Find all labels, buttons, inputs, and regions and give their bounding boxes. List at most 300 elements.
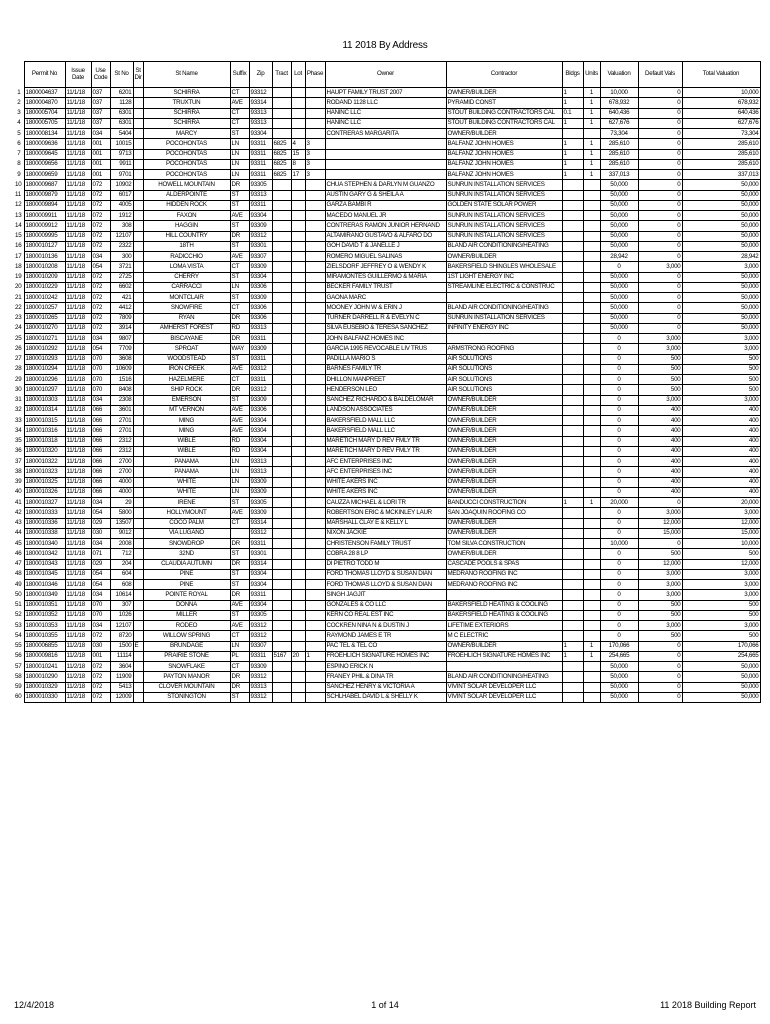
cell-issue-date: 11/1/18 (65, 180, 91, 190)
cell-owner: PAC TEL & TEL CO (325, 641, 446, 651)
column-header-valuation: Valuation (600, 62, 638, 88)
row-number: 9 (17, 170, 21, 178)
cell-contractor (446, 334, 562, 344)
cell-st-name: MING (143, 416, 230, 426)
cell-permit-no: 1800009911 (24, 211, 65, 221)
cell-owner: AUSTIN GARY G & SHEILA A (325, 190, 446, 200)
cell-st-name: COCO PALM (143, 518, 230, 528)
cell-units (583, 692, 600, 702)
cell-owner: CONTRERAS MARGARITA (325, 129, 446, 139)
table-row (14, 662, 760, 672)
cell-owner: ESPINO ERICK N (325, 662, 446, 672)
column-header-suffix: Suffix (230, 62, 249, 88)
cell-st-no: 8720 (110, 631, 133, 641)
cell-default-vals: 0 (638, 692, 682, 702)
table-row (14, 610, 760, 620)
cell-use-code: 001 (91, 149, 110, 159)
cell-default-vals: 3,000 (638, 262, 682, 272)
cell-lot (291, 641, 305, 651)
cell-tract (272, 416, 291, 426)
cell-st-name: 18TH (143, 241, 230, 251)
cell-contractor: AIR SOLUTIONS (446, 385, 562, 395)
cell-total-valuation: 400 (682, 487, 760, 497)
cell-owner: PADILLA MARIO S (325, 354, 446, 364)
row-number: 16 (15, 242, 22, 250)
cell-units (583, 682, 600, 692)
cell-total-valuation: 500 (682, 600, 760, 610)
cell-tract (272, 477, 291, 487)
table-row (14, 416, 760, 426)
cell-permit-no: 1800009894 (24, 200, 65, 210)
cell-total-valuation: 50,000 (682, 662, 760, 672)
cell-owner: NIXON JACKIE (325, 528, 446, 538)
cell-owner: CHUA STEPHEN & DARLYN M GUANZO (325, 180, 446, 190)
cell-permit-no: 1800005704 (24, 108, 65, 118)
table-row (14, 405, 760, 415)
table-row (14, 139, 760, 149)
cell-bldgs (562, 600, 583, 610)
cell-permit-no: 1800010136 (24, 252, 65, 262)
cell-permit-no: 1800010355 (24, 631, 65, 641)
cell-tract (272, 692, 291, 702)
cell-valuation: 0 (600, 467, 638, 477)
row-number: 4 (17, 119, 21, 127)
cell-default-vals: 3,000 (638, 508, 682, 518)
cell-tract (272, 641, 291, 651)
row-number: 19 (15, 273, 22, 281)
cell-zip: 93313 (249, 682, 272, 692)
cell-issue-date: 11/1/18 (65, 149, 91, 159)
table-row (14, 395, 760, 405)
table-row (14, 354, 760, 364)
cell-tract: 6825 (272, 139, 291, 149)
cell-permit-no: 1800010323 (24, 467, 65, 477)
cell-phase (305, 190, 325, 200)
cell-bldgs (562, 364, 583, 374)
cell-lot (291, 241, 305, 251)
cell-zip: 93311 (249, 139, 272, 149)
cell-use-code: 066 (91, 446, 110, 456)
cell-contractor: OWNER/BUILDER (446, 129, 562, 139)
cell-valuation: 20,000 (600, 498, 638, 508)
cell-lot (291, 508, 305, 518)
cell-phase (305, 262, 325, 272)
cell-st-dir (133, 416, 143, 426)
footer-page-number: 1 of 14 (371, 1000, 399, 1010)
cell-st-name: AMHERST FOREST (143, 323, 230, 333)
cell-suffix: RD (230, 323, 249, 333)
cell-tract (272, 108, 291, 118)
cell-permit-no: 1800010333 (24, 508, 65, 518)
cell-bldgs (562, 569, 583, 579)
cell-contractor: CASCADE POOLS & SPAS (446, 559, 562, 569)
column-header-bldgs: Bldgs (562, 62, 583, 88)
cell-contractor: BALFANZ JOHN HOMES (446, 139, 562, 149)
cell-lot (291, 600, 305, 610)
cell-units (583, 303, 600, 313)
cell-lot: 8 (291, 159, 305, 169)
cell-zip: 93309 (249, 262, 272, 272)
cell-valuation: 50,000 (600, 672, 638, 682)
cell-tract (272, 672, 291, 682)
cell-total-valuation: 50,000 (682, 211, 760, 221)
cell-st-no: 1912 (110, 211, 133, 221)
cell-use-code: 001 (91, 139, 110, 149)
cell-st-dir (133, 436, 143, 446)
cell-contractor: VIVINT SOLAR DEVELOPER LLC (446, 692, 562, 702)
cell-st-dir (133, 662, 143, 672)
cell-total-valuation: 3,000 (682, 569, 760, 579)
table-row (14, 528, 760, 538)
cell-zip: 93301 (249, 241, 272, 251)
cell-tract (272, 118, 291, 128)
cell-st-dir (133, 108, 143, 118)
cell-units (583, 580, 600, 590)
cell-zip: 93301 (249, 549, 272, 559)
cell-units (583, 190, 600, 200)
cell-bldgs (562, 375, 583, 385)
cell-units (583, 313, 600, 323)
cell-suffix: ST (230, 610, 249, 620)
cell-issue-date: 11/1/18 (65, 539, 91, 549)
cell-bldgs (562, 344, 583, 354)
cell-lot (291, 231, 305, 241)
cell-phase (305, 98, 325, 108)
cell-zip: 93306 (249, 313, 272, 323)
cell-contractor: SUNRUN INSTALLATION SERVICES (446, 180, 562, 190)
cell-total-valuation: 500 (682, 549, 760, 559)
cell-owner: GARZA BAMBI R (325, 200, 446, 210)
cell-owner: SINGH JAGJIT (325, 590, 446, 600)
cell-contractor: 1ST LIGHT ENERGY INC (446, 272, 562, 282)
footer-date: 12/4/2018 (14, 1000, 55, 1010)
cell-suffix: AVE (230, 426, 249, 436)
cell-issue-date: 11/1/18 (65, 159, 91, 169)
table-row (14, 211, 760, 221)
cell-zip: 93311 (249, 334, 272, 344)
cell-lot (291, 375, 305, 385)
cell-issue-date: 11/1/18 (65, 621, 91, 631)
cell-valuation: 0 (600, 416, 638, 426)
cell-owner: COCKREN NINA N & DUSTIN J (325, 621, 446, 631)
column-header-contractor: Contractor (446, 62, 562, 88)
cell-permit-no: 1800010343 (24, 559, 65, 569)
cell-contractor: BLAND AIR CONDITIONING/HEATING (446, 672, 562, 682)
cell-st-no: 5404 (110, 129, 133, 139)
cell-tract (272, 190, 291, 200)
cell-units (583, 323, 600, 333)
cell-permit-no: 1800010330 (24, 692, 65, 702)
cell-phase (305, 600, 325, 610)
cell-valuation: 0 (600, 549, 638, 559)
cell-st-dir (133, 221, 143, 231)
table-row (14, 457, 760, 467)
cell-default-vals: 3,000 (638, 569, 682, 579)
cell-issue-date: 11/1/18 (65, 436, 91, 446)
cell-zip: 93312 (249, 88, 272, 98)
cell-st-no: 1026 (110, 610, 133, 620)
cell-issue-date: 11/1/18 (65, 88, 91, 98)
cell-phase (305, 293, 325, 303)
cell-issue-date: 11/1/18 (65, 241, 91, 251)
cell-valuation: 10,000 (600, 539, 638, 549)
cell-st-dir (133, 241, 143, 251)
cell-suffix: LN (230, 457, 249, 467)
cell-use-code: 066 (91, 426, 110, 436)
cell-contractor: OWNER/BUILDER (446, 641, 562, 651)
cell-st-name: BRUNDAGE (143, 641, 230, 651)
cell-use-code: 066 (91, 467, 110, 477)
cell-permit-no: 1800010209 (24, 272, 65, 282)
cell-st-no: 300 (110, 252, 133, 262)
row-number: 7 (17, 150, 21, 158)
cell-zip: 93312 (249, 631, 272, 641)
cell-valuation: 0 (600, 354, 638, 364)
cell-default-vals: 0 (638, 498, 682, 508)
cell-default-vals: 500 (638, 610, 682, 620)
cell-owner: HAUPT FAMILY TRUST 2007 (325, 88, 446, 98)
cell-suffix: CT (230, 262, 249, 272)
cell-permit-no: 1800009879 (24, 190, 65, 200)
cell-permit-no: 1800010257 (24, 303, 65, 313)
cell-valuation: 50,000 (600, 282, 638, 292)
table-row (14, 569, 760, 579)
cell-st-name: HIDDEN ROCK (143, 200, 230, 210)
cell-contractor: OWNER/BUILDER (446, 549, 562, 559)
cell-units (583, 293, 600, 303)
cell-default-vals: 0 (638, 159, 682, 169)
cell-bldgs (562, 313, 583, 323)
cell-phase (305, 631, 325, 641)
cell-tract (272, 88, 291, 98)
cell-tract (272, 518, 291, 528)
cell-permit-no: 1800004637 (24, 88, 65, 98)
cell-total-valuation: 500 (682, 610, 760, 620)
cell-lot (291, 129, 305, 139)
cell-bldgs (562, 477, 583, 487)
cell-st-no: 3721 (110, 262, 133, 272)
cell-default-vals: 0 (638, 293, 682, 303)
cell-contractor: OWNER/BUILDER (446, 416, 562, 426)
cell-lot (291, 487, 305, 497)
cell-st-name: WIBLE (143, 446, 230, 456)
cell-use-code: 030 (91, 641, 110, 651)
cell-bldgs (562, 692, 583, 702)
cell-use-code: 034 (91, 498, 110, 508)
cell-owner: MARETICH MARY D REV FMLY TR (325, 436, 446, 446)
cell-total-valuation: 50,000 (682, 231, 760, 241)
cell-use-code: 072 (91, 672, 110, 682)
cell-lot (291, 662, 305, 672)
cell-phase (305, 610, 325, 620)
cell-st-dir (133, 621, 143, 631)
cell-issue-date: 11/1/18 (65, 190, 91, 200)
row-number: 45 (15, 539, 22, 547)
cell-st-dir (133, 211, 143, 221)
cell-units: 1 (583, 170, 600, 180)
cell-st-name: CLAUDIA AUTUMN (143, 559, 230, 569)
cell-lot (291, 88, 305, 98)
cell-total-valuation: 50,000 (682, 323, 760, 333)
cell-phase (305, 385, 325, 395)
cell-phase (305, 416, 325, 426)
cell-total-valuation: 170,066 (682, 641, 760, 651)
cell-total-valuation: 3,000 (682, 590, 760, 600)
cell-zip: 93312 (249, 672, 272, 682)
cell-st-no: 12107 (110, 621, 133, 631)
cell-tract (272, 610, 291, 620)
cell-total-valuation: 50,000 (682, 180, 760, 190)
cell-st-name: HOLLYMOUNT (143, 508, 230, 518)
cell-zip: 93312 (249, 231, 272, 241)
cell-st-dir (133, 252, 143, 262)
cell-valuation: 50,000 (600, 323, 638, 333)
cell-phase (305, 354, 325, 364)
cell-total-valuation: 3,000 (682, 344, 760, 354)
cell-st-no: 2701 (110, 426, 133, 436)
cell-bldgs (562, 559, 583, 569)
cell-st-no: 7709 (110, 344, 133, 354)
table-row (14, 252, 760, 262)
cell-st-no: 2701 (110, 416, 133, 426)
table-row (14, 334, 760, 344)
column-header-tract: Tract (272, 62, 291, 88)
cell-zip: 93304 (249, 580, 272, 590)
cell-phase: 3 (305, 159, 325, 169)
cell-contractor: BALFANZ JOHN HOMES (446, 170, 562, 180)
cell-default-vals: 0 (638, 539, 682, 549)
cell-issue-date: 11/1/18 (65, 221, 91, 231)
cell-st-name: CLOVER MOUNTAIN (143, 682, 230, 692)
table-row (14, 467, 760, 477)
row-number: 38 (15, 467, 22, 475)
cell-owner: AFC ENTERPRISES INC (325, 467, 446, 477)
cell-phase (305, 88, 325, 98)
table-row (14, 692, 760, 702)
cell-owner: WHITE AKERS INC (325, 477, 446, 487)
cell-default-vals: 0 (638, 231, 682, 241)
cell-lot (291, 303, 305, 313)
cell-zip: 93304 (249, 416, 272, 426)
cell-phase (305, 118, 325, 128)
cell-suffix: LN (230, 487, 249, 497)
cell-valuation: 50,000 (600, 692, 638, 702)
cell-valuation: 0 (600, 487, 638, 497)
cell-phase (305, 334, 325, 344)
row-number: 52 (15, 611, 22, 619)
cell-permit-no: 1800009645 (24, 149, 65, 159)
cell-lot (291, 457, 305, 467)
cell-suffix: ST (230, 293, 249, 303)
row-number: 40 (15, 488, 22, 496)
cell-valuation: 50,000 (600, 180, 638, 190)
cell-permit-no: 1800010293 (24, 354, 65, 364)
cell-contractor: OWNER/BUILDER (446, 457, 562, 467)
cell-units (583, 467, 600, 477)
cell-permit-no: 1800009659 (24, 170, 65, 180)
cell-zip: 93312 (249, 385, 272, 395)
cell-st-name: PRAIRIE STONE (143, 651, 230, 661)
column-header-st-name: St Name (143, 62, 230, 88)
cell-issue-date: 11/1/18 (65, 313, 91, 323)
cell-contractor: TOM SILVA CONSTRUCTION (446, 539, 562, 549)
cell-units (583, 334, 600, 344)
cell-lot (291, 344, 305, 354)
cell-suffix: PL (230, 651, 249, 661)
row-number: 20 (15, 283, 22, 291)
cell-suffix: AVE (230, 211, 249, 221)
cell-total-valuation: 500 (682, 385, 760, 395)
cell-default-vals: 0 (638, 651, 682, 661)
cell-st-dir (133, 446, 143, 456)
cell-permit-no: 1800010208 (24, 262, 65, 272)
cell-default-vals: 400 (638, 426, 682, 436)
cell-bldgs (562, 190, 583, 200)
cell-use-code: 072 (91, 241, 110, 251)
cell-bldgs (562, 293, 583, 303)
cell-use-code: 034 (91, 590, 110, 600)
cell-contractor (446, 590, 562, 600)
cell-default-vals: 400 (638, 467, 682, 477)
cell-default-vals: 0 (638, 108, 682, 118)
cell-st-no: 421 (110, 293, 133, 303)
cell-permit-no: 1800010325 (24, 477, 65, 487)
cell-owner: CONTRERAS RAMON JUNIOR HERNAND (325, 221, 446, 231)
table-row (14, 200, 760, 210)
cell-zip: 93311 (249, 539, 272, 549)
table-row (14, 272, 760, 282)
cell-valuation: 0 (600, 375, 638, 385)
cell-tract (272, 211, 291, 221)
cell-st-no: 2725 (110, 272, 133, 282)
table-row (14, 518, 760, 528)
cell-total-valuation: 3,000 (682, 621, 760, 631)
cell-issue-date: 11/1/18 (65, 108, 91, 118)
cell-default-vals: 3,000 (638, 395, 682, 405)
cell-suffix: CT (230, 375, 249, 385)
cell-suffix: ST (230, 221, 249, 231)
cell-bldgs (562, 662, 583, 672)
cell-issue-date: 11/2/18 (65, 662, 91, 672)
cell-suffix: LN (230, 170, 249, 180)
cell-contractor (446, 293, 562, 303)
table-row (14, 282, 760, 292)
cell-bldgs: 1 (562, 149, 583, 159)
cell-st-name: STONINGTON (143, 692, 230, 702)
cell-suffix: AVE (230, 508, 249, 518)
cell-total-valuation: 50,000 (682, 221, 760, 231)
row-number: 35 (15, 437, 22, 445)
report-title: 11 2018 By Address (342, 40, 428, 51)
cell-permit-no: 1800010265 (24, 313, 65, 323)
table-row (14, 170, 760, 180)
cell-zip: 93313 (249, 467, 272, 477)
cell-use-code: 001 (91, 159, 110, 169)
cell-st-no: 29 (110, 498, 133, 508)
cell-st-name: RODEO (143, 621, 230, 631)
cell-units (583, 477, 600, 487)
cell-st-dir (133, 692, 143, 702)
cell-tract: 6825 (272, 159, 291, 169)
cell-zip: 93312 (249, 621, 272, 631)
cell-total-valuation: 400 (682, 436, 760, 446)
cell-units (583, 344, 600, 354)
cell-total-valuation: 3,000 (682, 508, 760, 518)
table-row (14, 221, 760, 231)
cell-owner: BECKER FAMILY TRUST (325, 282, 446, 292)
cell-zip: 93307 (249, 252, 272, 262)
cell-bldgs (562, 282, 583, 292)
